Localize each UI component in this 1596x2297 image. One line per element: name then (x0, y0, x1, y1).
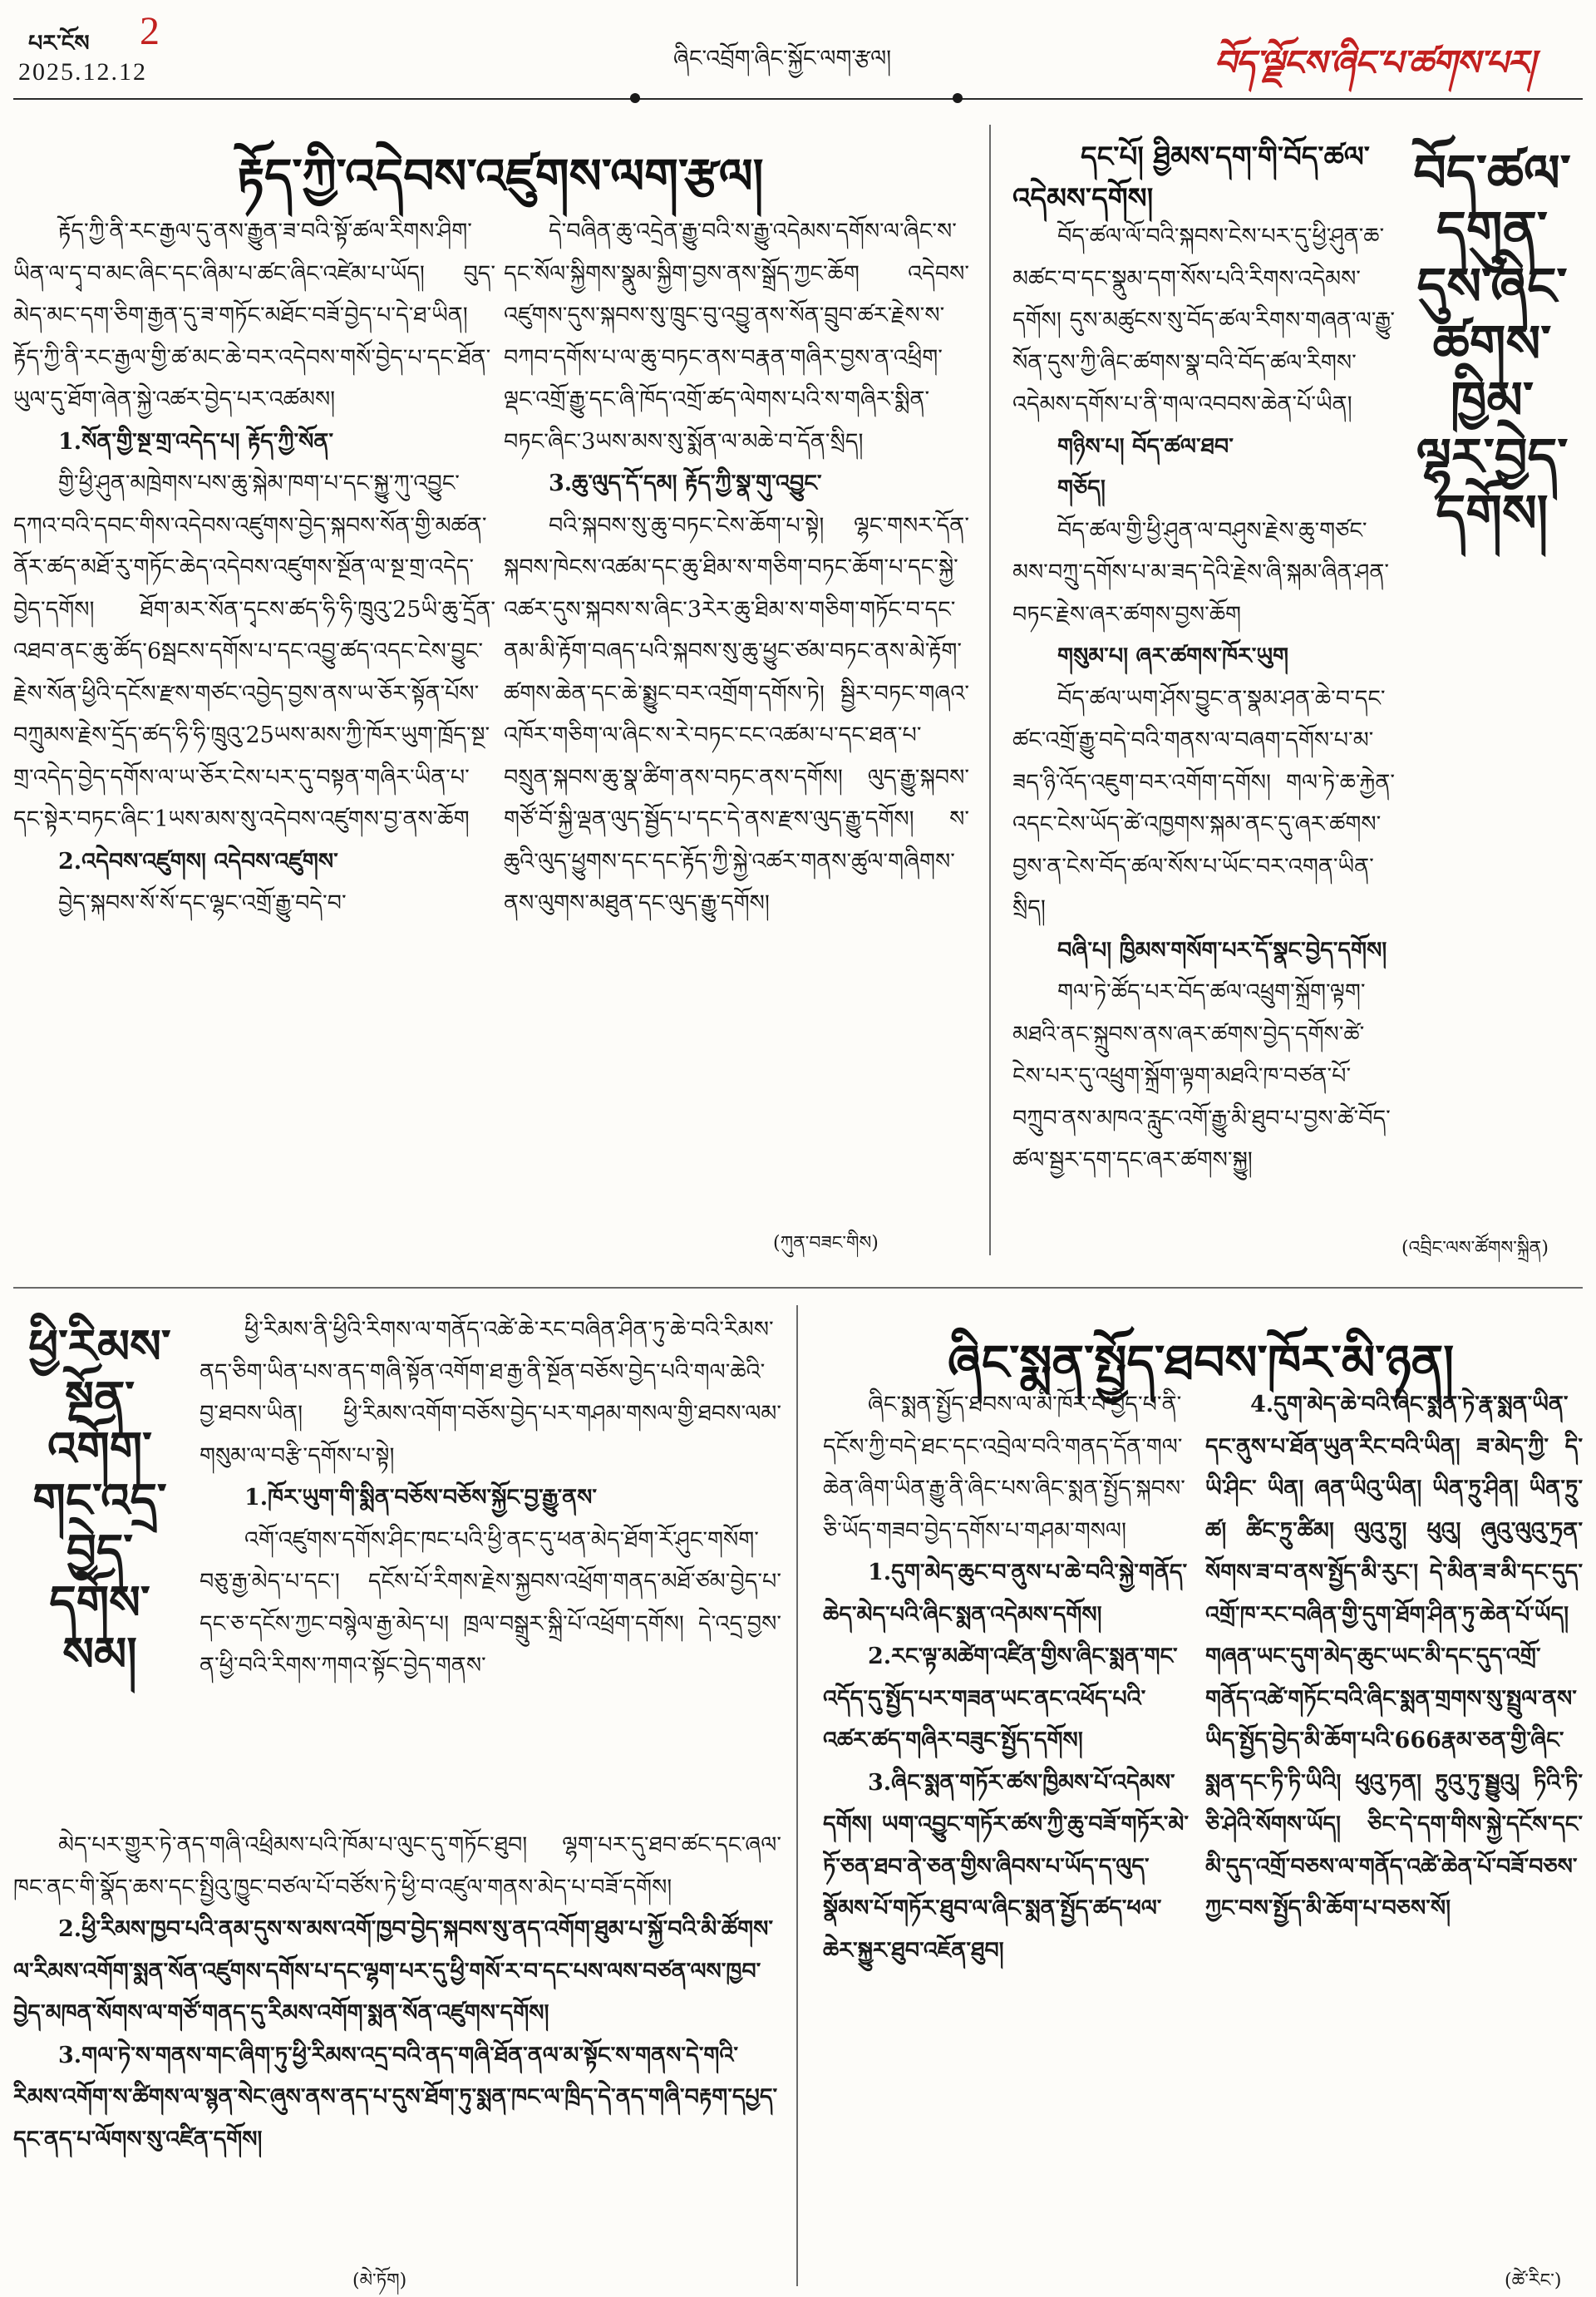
paragraph: བྱེད་སྐབས་སོ་སོ་དང་ལྷང་འགྲོ་རྒྱུ་བདེ་བ་ (58, 890, 347, 916)
vertical-title-line: དུས་ཞིང་ (1416, 256, 1568, 318)
header-rule (13, 98, 1583, 100)
subheading: 1.དུག་མེད་ཆུང་བ་ནུས་པ་ཆེ་བའི་སྐྱེ་གནོད་ཆེད་མེད་པའི་ཞིང་སྨན་འདེམས་དགོས། (823, 1560, 1188, 1628)
column-divider (796, 1305, 798, 2286)
paragraph: ཞིང་སྨན་སྤྱོད་ཐབས་ལ་མི་ཁོར་བ་བྱེད་པ་ནི་དངོས་ཀྱི་བདེ་ཐང་དང་འབྲེལ་བའི་གནད་དོན་གལ་ཆེན་ཞིག་ཡིན་རྒྱུ་ནི་ཞིང་པས་ཞིང་སྨན་སྤྱོད་སྐབས་ཅི་ཡོད་གཟབ་བྱེད་དགོས་པ་གཤམ་གསལ། (823, 1392, 1185, 1544)
subheading: 4.དུག་མེད་ཆེ་བའི་ཞིང་སྨན་ཏེ་རྣ་སྨན་ཡིན་དང་ནུས་པ་ཐོན་ཡུན་རིང་བའི་ཡིན། ཟ་མེད་ཀྱི་ དི་ཡི་ཤིང་ ཡིན། ཞན་ཡིའུ་ཡིན། ཡིན་ཏྲུ་ཤིན། ཡིན་ཏྲུ་ཚ། ཚིང་ཏྲུ་ཚིམ། ལུའུ་ཏྲུ། ཕུའུ། ཞུའུ་ལུའུ་ཏྲན་སོགས་ཟ་བ་ནས་སྤྱོད་མི་རུང་། དེ་མིན་ཟ་མི་དང་དུད་འགྲོ་ཁ་རང་བཞིན་གྱི་དུག་ཐོག་ཤིན་ཏུ་ཆེན་པོ་ཡོད། གཞན་ཡང་དུག་མེད་ཆུང་ཡང་མི་དང་དུད་འགྲོ་གནོད་འཚེ་གཏོང་བའི་ཞིང་སྨན་གྲགས་སུ་སྤྲུལ་ནས་ཡིད་སྤྱོད་བྱེད་མི་ཆོག་པའི་666རྣམ་ཅན་གྱི་ཞིང་སྨན་དང་ཏི་ཏི་ཡིའི། ཕུའུ་ཏན། ཏྲུའུ་ཏུ་སྦྱུའུ། ཏིའི་ཏི་ཅི་ཤེའི་སོགས་ཡོད། ཅིང་དེ་དག་གིས་སྐྱེ་དངོས་དང་མི་དུད་འགྲོ་བཅས་ལ་གནོད་འཚེ་ཆེན་པོ་བཟོ་བཅས་ཀྱང་བས་སྤྱོད་མི་ཆོག་པ་བཅས་སོ། (1205, 1392, 1583, 1921)
subheading: 3.གལ་ཏེ་ས་གནས་གང་ཞིག་ཏུ་ཕྱི་རིམས་འདྲ་བའི་ནད་གཞི་ཐོན་ནལ་མ་སྟོང་ས་གནས་དེ་གའི་རིམས་འགོག་ས་ཚིགས་ལ་སྙན་སེང་ཞུས་ནས་ནད་པ་དུས་ཐོག་ཏུ་སྨན་ཁང་ལ་ཁྲིད་དེ་ནད་གཞི་བརྟག་དཔྱད་དང་ནད་པ་ལོགས་སུ་འཛིན་དགོས། (13, 2042, 778, 2152)
article2-body (1012, 216, 1395, 1230)
vertical-title-line: དགོས་ (49, 1575, 150, 1630)
article2-heading-line2: འདེམས་དགོས། (1012, 182, 1154, 215)
vertical-title-line: བོད་ཚལ་ (1413, 143, 1571, 204)
article3-body-bottom (13, 1825, 781, 2274)
article3-body-top (200, 1309, 781, 1825)
issue-date: 2025.12.12 (18, 58, 147, 86)
subheading: 2.ཕྱི་རིམས་ཁྱབ་པའི་ནམ་དུས་ས་མས་འགོ་ཁྱབ་བྱེད་སྐབས་སུ་ནད་འགོག་ཐུམ་པ་སྐྱོ་བའི་མི་ཚོགས་ལ་རིམས་འགོག་སྨན་སོན་འཛུགས་དགོས་པ་དང་ལྷག་པར་དུ་ཕྱི་གསོ་ར་བ་དང་པས་ལས་བཙན་ལས་ཁྱབ་བྱེད་མཁན་སོགས་ལ་གཙོ་གནད་དུ་རིམས་འགོག་སྨན་སོན་འཛུགས་དགོས། (13, 1916, 774, 2026)
vertical-title-line: ཚགས་ཁྱིམ་ (1432, 313, 1552, 431)
header-dot-ornament (953, 93, 963, 103)
vertical-title-line: དགུན་ (1436, 200, 1548, 261)
page-number: 2 (140, 9, 160, 53)
vertical-title-line: སྔོན་ (64, 1370, 135, 1426)
paragraph: བའི་སྐབས་སུ་ཆུ་བཏང་ངེས་ཆོག་པ་སྟེ། ལྷང་གསར་དོན་སྐབས་ཁེངས་འཚམ་དང་ཆུ་ཐིམ་ས་གཅིག་བཏང་ཆོག་པ་དང་སྐྱེ་འཚར་དུས་སྐབས་ས་ཞིང་3རེར་ཆུ་ཐིམ་ས་གཅིག་གཏོང་བ་དང་ནམ་མི་རྟོག་བཞད་པའི་སྐབས་སུ་ཆུ་ཕྱུང་ཙམ་བཏང་ནས་མེ་རྟོག་ཚགས་ཆེན་དང་ཆེ་སྨྱུང་བར་འགྲོག་དགོས་ཏེ། སྦྱིར་བཏང་གཞའ་འཁོར་གཅིག་ལ་ཞིང་ས་རེ་བཏང་ངང་འཚམ་པ་དང་ཐན་པ་བསྲུན་སྐབས་ཆུ་སྣ་ཚིག་ནས་བཏང་ནས་དགོས། ལུད་རྒྱུ་སྐབས་གཙོ་བོ་སྐྱི་ལྡན་ལུད་སྦྱོད་པ་དང་དེ་ནས་རྫས་ལུད་རྒྱུ་དགོས། ས་ཆུའི་ལུད་ཕྱུགས་དང་དང་རྟོད་ཀྱི་སྐྱེ་འཚར་གནས་ཚུལ་གཞིགས་ནས་ལུགས་མཐུན་དང་ལུད་རྒྱུ་དགོས། (504, 512, 969, 916)
paragraph: གྱི་ཕྱི་ཤུན་མཁྲེགས་པས་ཆུ་སྐེམ་ཁག་པ་དང་སྐྱུ་ཀུ་འབྱུང་དཀའ་བའི་དབང་གིས་འདེབས་འཛུགས་བྱེད་སྐབས་སོན་གྱི་མཚན་ནོར་ཚད་མཐོ་རུ་གཏོང་ཆེད་འདེབས་འཛུགས་སྔོན་ལ་སྔ་གྲ་འདེད་བྱེད་དགོས། ཐོག་མར་སོན་དྭངས་ཚད་ཧི་ཧི་ཁྲུའུ་25ཡི་ཆུ་དྲོན་འཐབ་ནང་ཆུ་ཚོད་6སྦངས་དགོས་པ་དང་འབྱུ་ཚད་འདང་ངེས་བྱུང་རྗེས་སོན་ཕྱིའི་དངོས་རྫས་གཙང་འབྱེད་བྱས་ནས་ཡ་ཅོར་སྟོན་པོས་བཀྲུམས་རྗེས་དྲོད་ཚད་ཧི་ཧི་ཁྲུའུ་25ཡས་མས་ཀྱི་ཁོར་ཡུག་ཁྲོད་སྔ་གྲ་འདེད་བྱེད་དགོས་ལ་ཡ་ཅོར་ངེས་པར་དུ་བསྟན་གཞིར་ཡིན་པ་དང་སྟེར་བཏང་ཞིང་1ཡས་མས་སུ་འདེབས་འཛུགས་བྱ་ནས་ཆོག (13, 471, 495, 832)
page-header (0, 0, 1596, 98)
article2-byline: (འབྲིང་ལས་ཚོགས་སྐྲིན) (1401, 1238, 1549, 1259)
subheading: 3.ཞིང་སྨན་གཏོར་ཚས་ཁྱིམས་པོ་འདེམས་དགོས། ཡག་འབྱུང་གཏོར་ཚས་ཀྱི་ཆུ་བཟོ་གཏོར་མེ་ཏོ་ཅན་ཐབ་ནེ་ཅན་གྱིས་ཞིབས་པ་ཡོད་ད་ལུད་སྣོམས་པོ་གཏོར་ཐུབ་ལ་ཞིང་སྨན་སྤྱོད་ཚད་ཕལ་ཆེར་སྐྱུར་ཐུབ་འཇོན་ཐུབ། (823, 1769, 1189, 1964)
page-label: པར་ངོས (28, 31, 90, 57)
article4-column-1 (823, 1384, 1189, 2282)
paragraph: བོད་ཚལ་ཡག་ཤོས་བྱུང་ན་སྣམ་ཤན་ཆེ་བ་དང་ཚང་འགྲོ་རྒྱུ་བདེ་བའི་གནས་ལ་བཞག་དགོས་པ་མ་ཟད་ཉི་འོད་འཇུག་བར་འགོག་དགོས། གལ་ཏེ་ཆ་རྐྱེན་འདང་ངེས་ཡོད་ཚེ་འཁྱགས་སྐམ་ནང་དུ་ཞར་ཚགས་བྱས་ན་ངེས་བོད་ཚལ་སོས་པ་ཡོང་བར་འགན་ཡིན་སྲིད། (1012, 685, 1395, 921)
article4-column-2 (1205, 1384, 1583, 2265)
article2-heading-line1: དང་པོ། ཐྱིམས་དག་གི་བོད་ཚལ་ (1081, 140, 1370, 174)
paragraph: རྟོད་ཀྱི་ནི་རང་རྒྱལ་དུ་ནས་རྒྱུན་ཟ་བའི་སྟོ་ཚལ་རིགས་ཤིག་ཡིན་ལ་དྭ་བ་མང་ཞིང་དང་ཞིམ་པ་ཚང་ཞིང་འཛེམ་པ་ཡོད། བུད་མེད་མང་དག་ཅིག་རྒྱན་དུ་ཟ་གཏོང་མཐོང་བཟོ་བྱེད་པ་དེ་ཐ་ཡིན། རྟོད་ཀྱི་ནི་རང་རྒྱལ་གྱི་ཚ་མང་ཆེ་བར་འདེབས་གསོ་བྱེད་པ་དང་ཐོན་ཡུལ་དུ་ཐོག་ཞེན་སྐྱེ་འཚར་བྱེད་པར་འཚམས། (13, 219, 495, 412)
vertical-title-line: འགོག་ (47, 1422, 152, 1477)
subheading: གཅོད། (1057, 476, 1106, 501)
article2-vertical-title (1405, 143, 1579, 545)
article3-byline: (མེ་ཏོག) (352, 2270, 407, 2291)
subheading: 3.ཆུ་ལུད་དོ་དམ། རྟོད་ཀྱི་སྣ་གུ་འབྱུང་ (549, 471, 822, 496)
paragraph: གལ་ཏེ་ཚོད་པར་བོད་ཚལ་འཕྲུག་སྐྲོག་ལྟག་མཐའི་ནང་སྐྲུབས་ནས་ཞར་ཚགས་བྱེད་དགོས་ཚེ་ངེས་པར་དུ་འཕྲུག་སྐྲོག་ལྟག་མཐའི་ཁ་བཙན་པོ་བཀྲུབ་ནས་མཁའ་རླུང་འགོ་རྒྱུ་མི་ཐུབ་པ་བྱས་ཚེ་བོད་ཚལ་སྦྱར་དག་དང་ཞར་ཚགས་སྐྱུ། (1012, 979, 1391, 1173)
article1-title: རྟོད་ཀྱི་འདེབས་འཛུགས་ལག་རྩལ། (237, 148, 764, 205)
vertical-title-line: སམ། (62, 1626, 137, 1682)
article4-byline: (ཚེ་རིང་) (1505, 2270, 1562, 2291)
newspaper-logo: བོད་ལྗོངས་ཞིང་པ་ཚགས་པར། (1214, 42, 1535, 83)
column-divider (989, 125, 991, 1255)
vertical-title-line: ཕྱི་རིམས་ (28, 1319, 171, 1374)
subheading: གཉིས་པ། བོད་ཚལ་ཐབ་ (1057, 433, 1234, 460)
paragraph: ཕྱི་རིམས་ནི་ཕྱིའི་རིགས་ལ་གནོད་འཚེ་ཆེ་རང་བཞིན་ཤིན་ཏུ་ཆེ་བའི་རིམས་ནད་ཅིག་ཡིན་པས་ནད་གཞི་སྟོན་འགོག་ཐ་རྒྱ་ནི་སྔོན་བཅོས་བྱེད་པའི་གལ་ཆེའི་བྱ་ཐབས་ཡིན། ཕྱི་རིམས་འགོག་བཅོས་བྱེད་པར་གཤམ་གསལ་གྱི་ཐབས་ལམ་གསུམ་ལ་བརྩི་དགོས་པ་སྟེ། (200, 1317, 781, 1469)
paragraph: མེད་པར་གྱུར་ཏེ་ནད་གཞི་འཕྲིམས་པའི་ཁོམ་པ་ལུང་དུ་གཏོང་ཐུབ། ལྷག་པར་དུ་ཐབ་ཚང་དང་ཞལ་ཁང་ནང་གི་སྣོད་ཆས་དང་སྤྱིའུ་ཁྱུང་བཙལ་པོ་བཙོས་ཏེ་ཕྱི་བ་འཛུལ་གནས་མེད་པ་བཟོ་དགོས། (13, 1832, 781, 1900)
article1-column-2 (504, 211, 969, 1242)
subheading: 1.སོན་གྱི་སྔ་གྲ་འདེད་པ། རྟོད་ཀྱི་སོན་ (58, 428, 334, 455)
vertical-title-line: བྱེད་ (66, 1524, 134, 1580)
subheading: 1.ཁོར་ཡུག་གི་སྨིན་བཅོས་བཅོས་སྐྱོང་བྱ་རྒྱུ་ནས་ (244, 1485, 598, 1511)
vertical-title-line: ལྷར་བྱེད་ (1416, 426, 1569, 487)
section-divider (13, 1287, 1583, 1289)
paragraph: བོད་ཚལ་གྱི་ཕྱི་ཤུན་ལ་བཤུས་རྗེས་ཆུ་གཙང་མས་བཀྲུ་དགོས་པ་མ་ཟད་དེའི་རྗེས་ཞི་སྐམ་ཞིན་ཤན་བཏང་རྗེས་ཞར་ཚགས་བྱས་ཆོག (1012, 517, 1390, 628)
header-dot-ornament (630, 93, 640, 103)
paragraph: དེ་བཞིན་ཆུ་འདྲེན་རྒྱུ་བའི་ས་རྒྱུ་འདེམས་དགོས་ལ་ཞིང་ས་དང་སོལ་སྐྱིགས་སྣུམ་སྐྱིག་བྱས་ནས་སྒྲོད་ཀྱང་ཆོག འདེབས་འཛུགས་དུས་སྐབས་སུ་ཁྲུང་བུ་འབྱུ་ནས་སོན་བྲུབ་ཚར་རྗེས་ས་བཀབ་དགོས་པ་ལ་ཆུ་བཏང་ནས་བརྣན་གཞིར་བྱས་ན་འཕྲིག་ལྡང་འགྲོ་རྒྱུ་དང་ཞི་ཁོད་འགྲོ་ཚད་ལེགས་པའི་ས་གཞིར་སྨིན་བཏང་ཞིང་3ཡས་མས་སུ་སྨོན་ལ་མཆེ་བ་དོན་སྲིད། (504, 219, 969, 455)
subheading: 2.རང་ལྟ་མཚེག་འཛིན་གྱིས་ཞིང་སྨན་གང་འདོད་དུ་སྤྱོད་པར་གཟན་ཡང་ནང་འཕོད་པའི་འཚར་ཚད་གཞིར་བཟུང་སྤྱོད་དགོས། (823, 1644, 1178, 1753)
paragraph: བོད་ཚལ་ལོ་བའི་སྐབས་ངེས་པར་དུ་ཕྱི་ཤུན་ཆ་མཚང་བ་དང་སྣུམ་དག་སོས་པའི་རིགས་འདེམས་དགོས། དུས་མཚུངས་སུ་བོད་ཚལ་རིགས་གཞན་ལ་རྒྱུ་སོན་དུས་ཀྱི་ཞིང་ཚགས་སྣ་བའི་བོད་ཚལ་རིགས་འདེམས་དགོས་པ་ནི་གལ་འབབས་ཆེན་པོ་ཡིན། (1012, 224, 1395, 417)
article1-byline: (ཀུན་བཟང་གིས) (773, 1233, 879, 1254)
subheading: བཞི་པ། ཁྱིམས་གསོག་པར་དོ་སྣང་བྱེད་དགོས། (1057, 937, 1387, 964)
section-title: ཞིང་འབྲོག་ཞིང་སྐྱོང་ལག་རྩལ། (673, 46, 892, 71)
vertical-title-line: གང་འདྲ་ (32, 1472, 167, 1528)
vertical-title-line: དགོས། (1436, 483, 1549, 545)
article1-column-1 (13, 211, 495, 1275)
paragraph: འགོ་འཛུགས་དགོས་ཤིང་ཁང་པའི་ཕྱི་ནང་དུ་ཕན་མེད་ཐོག་རོ་ཤུང་གསོག་བཅུ་རྒྱ་མེད་པ་དང་། དངོས་པོ་རིགས་རྗེས་སྐྱབས་འཕྲོག་གནད་མཐོ་ཙམ་བྱེད་པ་དང་ཅ་དངོས་ཀྱང་བསྙེལ་རྒྱ་མེད་པ། ཁྲལ་བསྒྲུར་སྐྲི་པོ་འཕྲོག་དགོས། དེ་འདྲ་བྱས་ན་ཕྱི་བའི་རིགས་ཀགའ་སྟོང་བྱེད་གནས་ (200, 1526, 781, 1678)
subheading: 2.འདེབས་འཛུགས། འདེབས་འཛུགས་ (58, 848, 338, 875)
subheading: གསུམ་པ། ཞར་ཚགས་ཁོར་ཡུག (1057, 643, 1289, 669)
article4-title: ཞིང་སྨན་སྤྱོད་ཐབས་ཁོར་མི་ཉན། (948, 1334, 1455, 1391)
article3-vertical-title (17, 1319, 183, 1682)
